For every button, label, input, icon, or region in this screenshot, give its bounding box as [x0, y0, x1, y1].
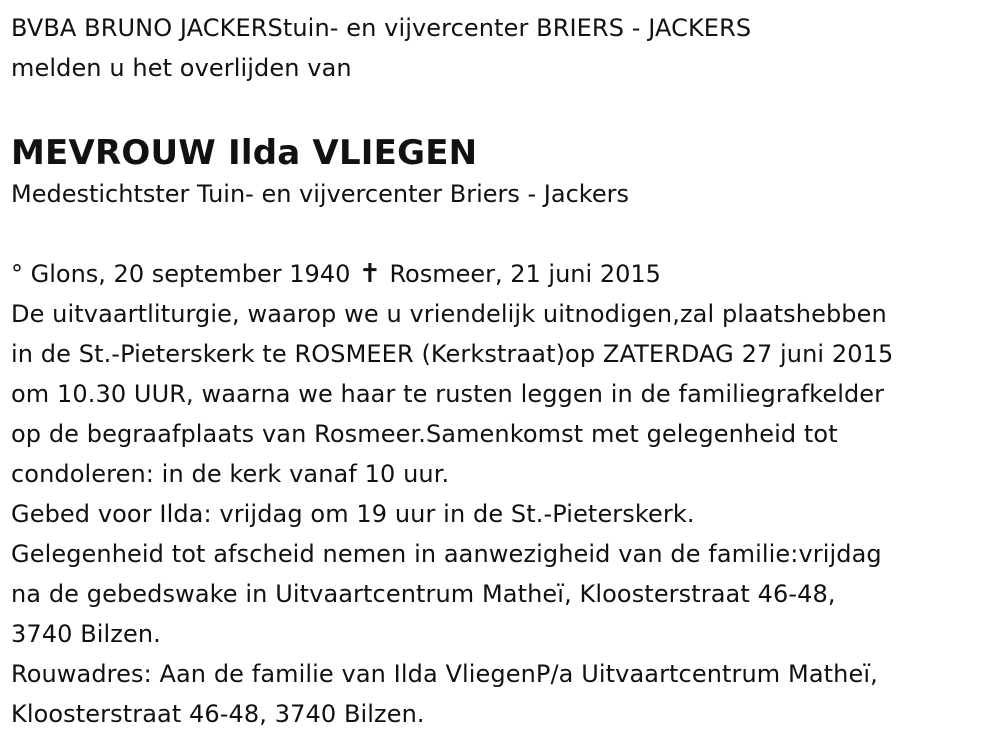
funeral-details [11, 294, 990, 734]
body-line: Kloosterstraat 46-48, 3740 Bilzen. [11, 700, 425, 728]
notice-header [11, 8, 990, 88]
body-line: De uitvaartliturgie, waarop we u vriendelijk uitnodigen,zal plaatshebben [11, 300, 887, 328]
body-line: Gebed voor Ilda: vrijdag om 19 uur in de St.-Pieterskerk. [11, 500, 695, 528]
body-line: condoleren: in de kerk vanaf 10 uur. [11, 460, 450, 488]
deceased-role: Medestichtster Tuin- en vijvercenter Briers - Jackers [11, 180, 629, 208]
deceased-name: MEVROUW Ilda VLIEGEN [11, 133, 478, 173]
death-info: Rosmeer, 21 juni 2015 [389, 260, 661, 288]
body-line: Gelegenheid tot afscheid nemen in aanwezigheid van de familie:vrijdag [11, 540, 882, 568]
body-line: om 10.30 UUR, waarna we haar te rusten leggen in de familiegrafkelder [11, 380, 885, 408]
body-line: in de St.-Pieterskerk te ROSMEER (Kerkstraat)op ZATERDAG 27 juni 2015 [11, 340, 894, 368]
spacer [11, 214, 990, 254]
birth-info: ° Glons, 20 september 1940 [11, 260, 351, 288]
cross-icon: ✝ [359, 259, 381, 289]
body-line: 3740 Bilzen. [11, 620, 161, 648]
spacer [11, 88, 990, 128]
body-line: Rouwadres: Aan de familie van Ilda VliegenP/a Uitvaartcentrum Matheï, [11, 660, 878, 688]
birth-death-dates [11, 254, 990, 294]
header-line-1: BVBA BRUNO JACKERStuin- en vijvercenter BRIERS - JACKERS [11, 14, 752, 42]
body-line: na de gebedswake in Uitvaartcentrum Matheï, Kloosterstraat 46-48, [11, 580, 836, 608]
body-line: op de begraafplaats van Rosmeer.Samenkomst met gelegenheid tot [11, 420, 838, 448]
header-line-2: melden u het overlijden van [11, 54, 352, 82]
